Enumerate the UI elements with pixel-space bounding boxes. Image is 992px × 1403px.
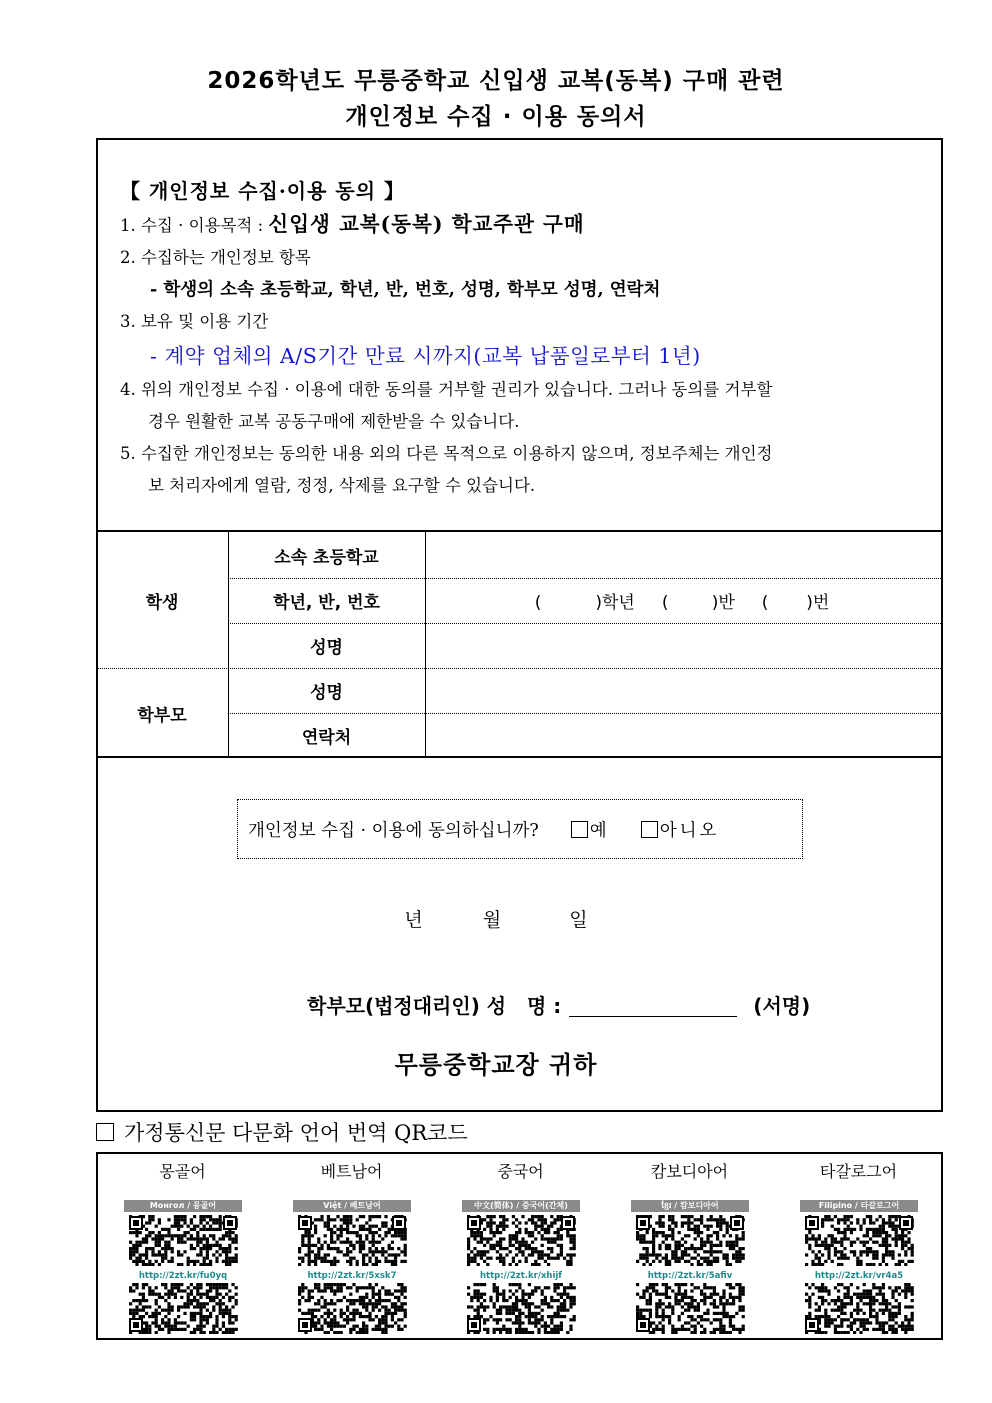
qr-code-icon: [465, 1214, 577, 1266]
agree-no-label: 아니오: [659, 820, 720, 841]
qr-language-label: 캄보디아어: [650, 1162, 729, 1181]
qr-card[interactable]: [462, 1200, 580, 1332]
consent-section: [120, 175, 934, 502]
contact-field[interactable]: [425, 713, 939, 758]
qr-item-mongolian: [98, 1154, 267, 1281]
qr-code-icon: [803, 1282, 915, 1334]
usage-line2: 보 처리자에게 열람, 정정, 삭제를 요구할 수 있습니다.: [148, 476, 536, 495]
consent-heading: 【 개인정보 수집·이용 동의 】: [120, 179, 406, 203]
agree-yes-option[interactable]: [563, 817, 607, 842]
qr-card[interactable]: [631, 1200, 749, 1332]
qr-item-tagalog: [774, 1154, 943, 1281]
refusal-right-note: [120, 374, 934, 438]
document-title-line2: 개인정보 수집 · 이용 동의서: [345, 104, 647, 130]
qr-card-header: 中文(简体) / 중국어(간체): [462, 1200, 580, 1212]
qr-language-label: 타갈로그어: [819, 1162, 898, 1181]
contact-label: 연락처: [301, 728, 352, 748]
parent-name-field[interactable]: [425, 668, 939, 713]
qr-url[interactable]: http://2zt.kr/vr4a5: [814, 1271, 904, 1281]
info-table: [96, 530, 943, 758]
qr-card-header: Việt / 베트남어: [293, 1200, 411, 1212]
qr-card[interactable]: [124, 1200, 242, 1332]
collected-items-value: - 학생의 소속 초등학교, 학년, 반, 번호, 성명, 학부모 성명, 연락처: [150, 280, 661, 300]
qr-section-title: [96, 1117, 468, 1147]
qr-card-header: Filipino / 타갈로그어: [800, 1200, 918, 1212]
qr-code-icon: [296, 1282, 408, 1334]
qr-code-panel: [96, 1152, 943, 1340]
parent-group-label: 학부모: [137, 705, 187, 726]
usage-limit-note: [120, 438, 934, 502]
month-label: 월: [482, 909, 502, 931]
grade-class-number-field[interactable]: ( )학년 ( )반 ( )번: [534, 593, 830, 613]
qr-url[interactable]: http://2zt.kr/fu0yq: [138, 1271, 228, 1281]
qr-code-icon: [803, 1214, 915, 1266]
checkbox-icon[interactable]: [571, 821, 588, 838]
qr-item-cambodian: [605, 1154, 774, 1281]
qr-code-icon: [296, 1214, 408, 1266]
parent-name-label: 성명: [310, 683, 343, 703]
collected-items-label: 2. 수집하는 개인정보 항목: [120, 248, 311, 267]
grade-class-number-label: 학년, 반, 번호: [273, 593, 380, 613]
qr-card-header: ខ្មែរ / 캄보디아어: [631, 1200, 749, 1212]
recipient: 무릉중학교장 귀하: [394, 1051, 598, 1079]
qr-code-icon: [634, 1214, 746, 1266]
qr-code-icon: [465, 1282, 577, 1334]
qr-card-header: Монгол / 몽골어: [124, 1200, 242, 1212]
qr-card[interactable]: [293, 1200, 411, 1332]
school-label: 소속 초등학교: [274, 547, 379, 568]
school-field[interactable]: [425, 532, 939, 578]
agree-no-option[interactable]: [633, 817, 720, 842]
retention-label: 3. 보유 및 이용 기간: [120, 312, 269, 331]
qr-url[interactable]: http://2zt.kr/xhijf: [479, 1271, 563, 1281]
qr-language-label: 몽골어: [159, 1162, 206, 1181]
refusal-line1: 4. 위의 개인정보 수집 · 이용에 대한 동의를 거부할 권리가 있습니다. 그러나 동의를 거부할: [120, 380, 773, 399]
qr-language-label: 베트남어: [320, 1162, 383, 1181]
qr-language-label: 중국어: [497, 1162, 544, 1181]
year-label: 년: [404, 909, 423, 931]
qr-url[interactable]: http://2zt.kr/5xsk7: [307, 1271, 397, 1281]
retention-value: - 계약 업체의 A/S기간 만료 시까지(교복 납품일로부터 1년): [150, 344, 701, 368]
document-title-line1: 2026학년도 무릉중학교 신입생 교복(동복) 구매 관련: [207, 68, 785, 94]
refusal-line2: 경우 원활한 교복 공동구매에 제한받을 수 있습니다.: [148, 412, 520, 431]
qr-card[interactable]: [800, 1200, 918, 1332]
checkbox-icon[interactable]: [641, 821, 658, 838]
qr-item-chinese: [436, 1154, 605, 1281]
student-group-label: 학생: [145, 592, 179, 613]
student-name-label: 성명: [310, 638, 343, 658]
qr-item-vietnamese: [267, 1154, 436, 1281]
agreement-question: 개인정보 수집 · 이용에 동의하십니까?: [248, 820, 539, 841]
signature-label: 학부모(법정대리인) 성 명 :: [307, 994, 562, 1018]
day-label: 일: [569, 909, 588, 931]
qr-title-text: 가정통신문 다문화 언어 번역 QR코드: [124, 1121, 468, 1145]
qr-url[interactable]: http://2zt.kr/5afiv: [647, 1271, 733, 1281]
signature-field[interactable]: [569, 994, 737, 1017]
date-line: [0, 905, 992, 932]
usage-line1: 5. 수집한 개인정보는 동의한 내용 외의 다른 목적으로 이용하지 않으며, 정보주체는 개인정: [120, 444, 773, 463]
qr-code-icon: [634, 1282, 746, 1334]
purpose-value: 신입생 교복(동복) 학교주관 구매: [268, 212, 585, 236]
signature-line: [307, 990, 810, 1019]
signature-suffix: (서명): [753, 994, 811, 1018]
purpose-label: 1. 수집 · 이용목적 :: [120, 216, 269, 235]
student-name-field[interactable]: [425, 623, 939, 668]
qr-code-icon: [127, 1282, 239, 1334]
agreement-box: [237, 799, 803, 859]
agree-yes-label: 예: [589, 820, 607, 841]
square-bullet-icon: [96, 1123, 114, 1141]
qr-code-icon: [127, 1214, 239, 1266]
purpose-item: [120, 208, 934, 242]
